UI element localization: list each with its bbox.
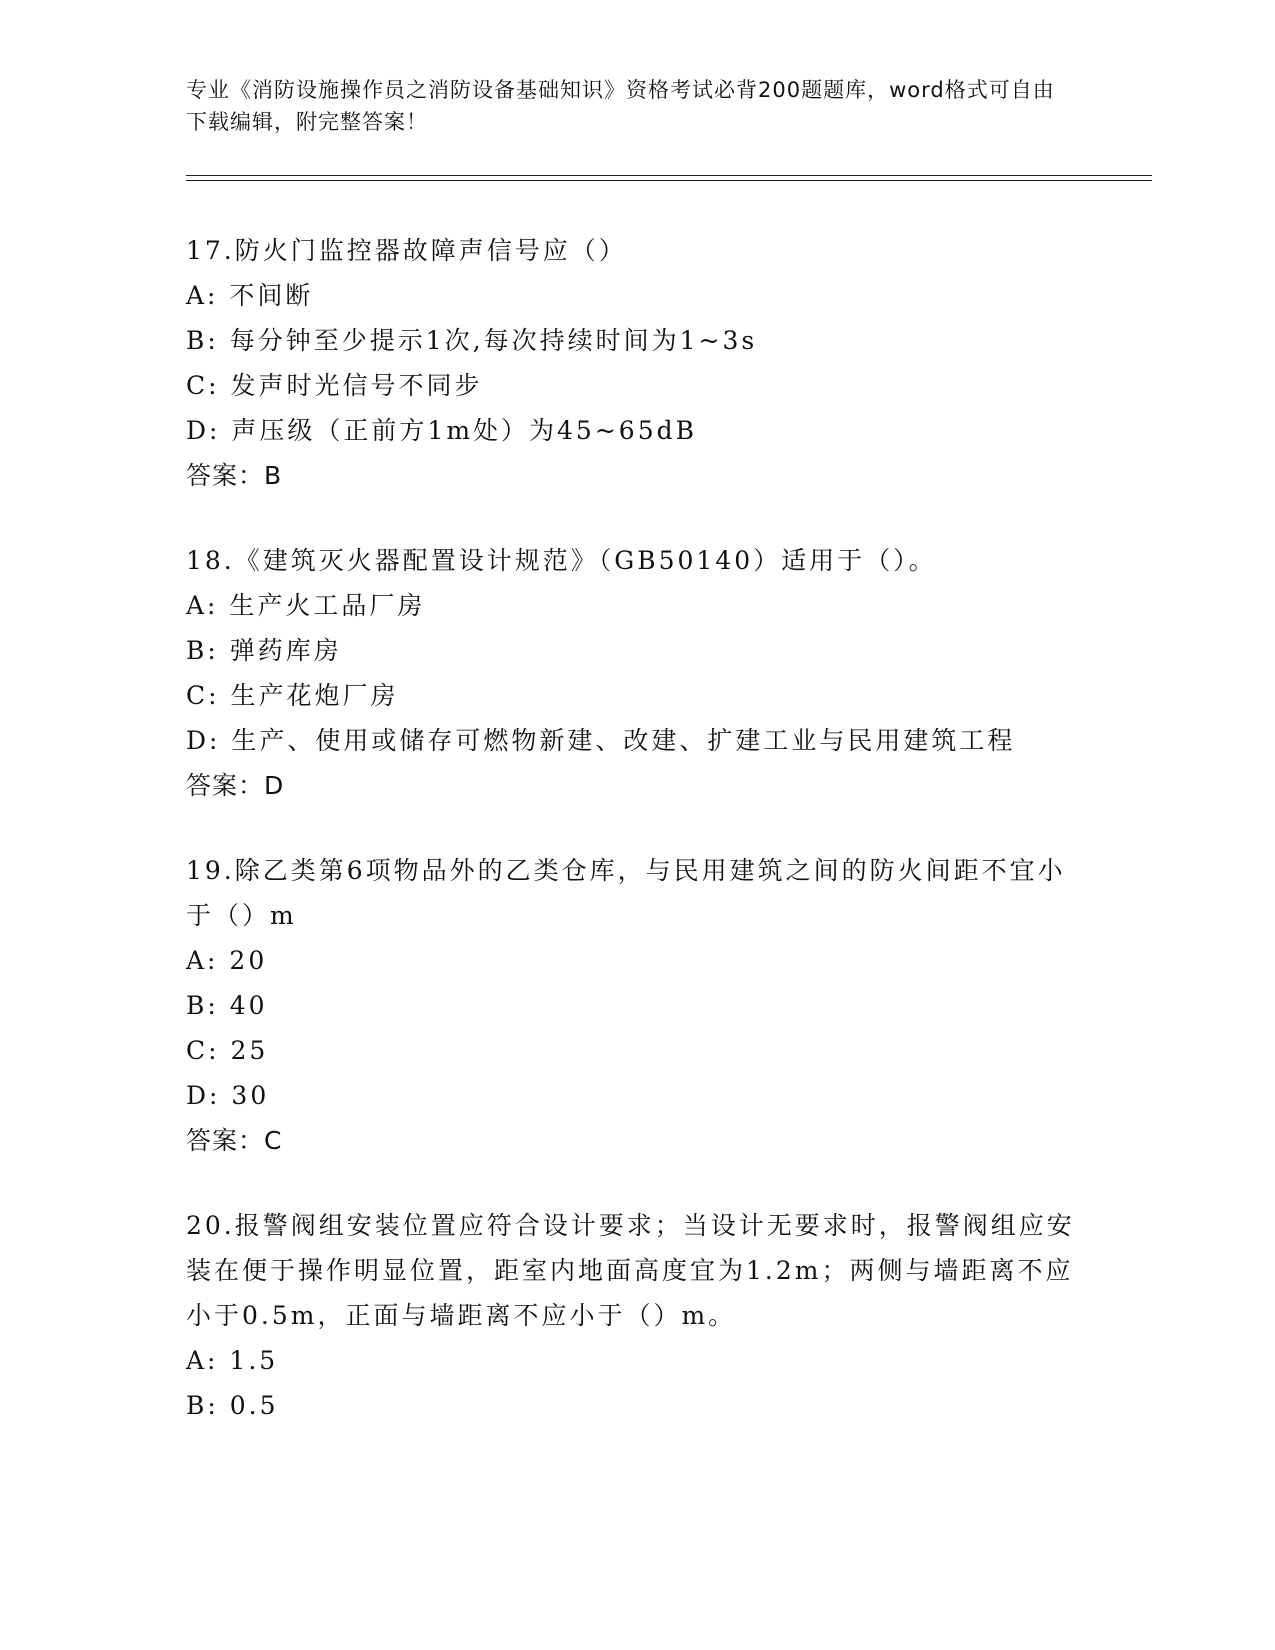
answer-text: 答案：B [186, 461, 283, 490]
answer-text: 答案：C [186, 1126, 283, 1155]
option-a: A: 生产火工品厂房 [186, 591, 426, 620]
document-header: 专业《消防设施操作员之消防设备基础知识》资格考试必背200题题库，word格式可自由下载编辑，附完整答案！ [186, 78, 1055, 134]
option-a: A: 20 [186, 946, 268, 975]
option-d: D: 30 [186, 1081, 270, 1110]
question-stem: 20.报警阀组安装位置应符合设计要求；当设计无要求时，报警阀组应安装在便于操作明显位置，距室内地面高度宜为1.2m；两侧与墙距离不应小于0.5m，正面与墙距离不应小于（）m。 [186, 1211, 1075, 1330]
question-stem: 18.《建筑灭火器配置设计规范》（GB50140）适用于（）。 [186, 546, 937, 575]
question-18 [186, 538, 1086, 808]
option-b: B: 0.5 [186, 1391, 279, 1420]
option-a: A: 不间断 [186, 281, 314, 310]
option-d: D: 生产、使用或储存可燃物新建、改建、扩建工业与民用建筑工程 [186, 726, 1016, 755]
option-c: C: 发声时光信号不同步 [186, 371, 483, 400]
option-b: B: 40 [186, 991, 268, 1020]
option-b: B: 每分钟至少提示1次,每次持续时间为1~3s [186, 326, 758, 355]
option-b: B: 弹药库房 [186, 636, 342, 665]
option-d: D: 声压级（正前方1m处）为45~65dB [186, 416, 697, 445]
header-divider-bottom [186, 180, 1152, 181]
question-19 [186, 848, 1086, 1163]
question-stem: 17.防火门监控器故障声信号应（） [186, 236, 627, 265]
question-17 [186, 228, 1086, 498]
question-20 [186, 1203, 1086, 1428]
answer-text: 答案：D [186, 771, 285, 800]
question-list [186, 228, 1086, 1468]
header-divider-top [186, 175, 1152, 176]
question-stem: 19.除乙类第6项物品外的乙类仓库，与民用建筑之间的防火间距不宜小于（）m [186, 856, 1066, 930]
option-c: C: 生产花炮厂房 [186, 681, 399, 710]
option-c: C: 25 [186, 1036, 269, 1065]
option-a: A: 1.5 [186, 1346, 279, 1375]
